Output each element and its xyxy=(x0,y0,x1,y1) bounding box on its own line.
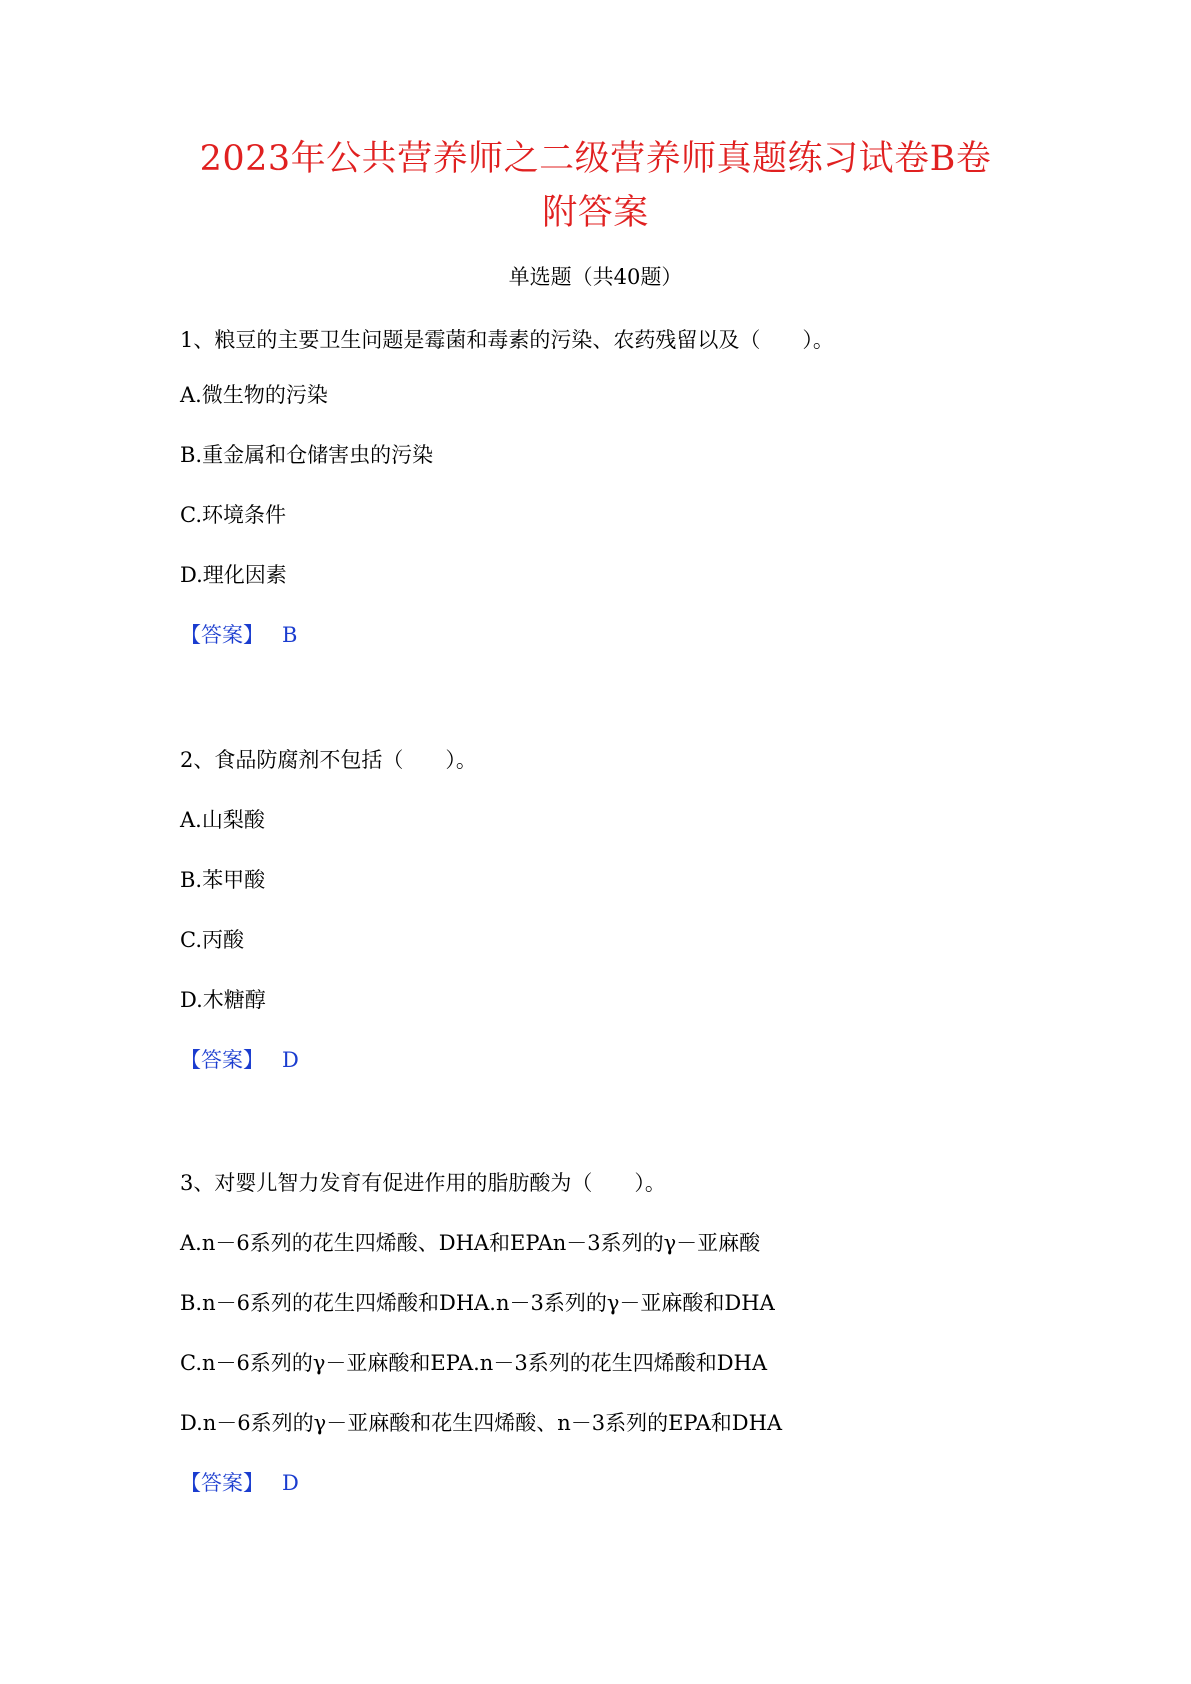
question-1-answer xyxy=(180,620,297,650)
question-3-option-b: B.n－6系列的花生四烯酸和DHA.n－3系列的γ－亚麻酸和DHA xyxy=(180,1291,775,1315)
question-3-option-a: A.n－6系列的花生四烯酸、DHA和EPAn－3系列的γ－亚麻酸 xyxy=(180,1231,761,1255)
question-2-answer xyxy=(180,1045,299,1075)
answer-label: 【答案】 xyxy=(180,1471,264,1495)
question-2-stem: 2、食品防腐剂不包括（ ）。 xyxy=(180,748,477,772)
title-line-1: 2023年公共营养师之二级营养师真题练习试卷B卷 xyxy=(199,139,992,179)
question-2-option-c: C.丙酸 xyxy=(180,928,244,952)
answer-value: B xyxy=(282,623,298,647)
section-heading: 单选题（共40题） xyxy=(508,265,683,289)
question-1-stem: 1、粮豆的主要卫生问题是霉菌和毒素的污染、农药残留以及（ ）。 xyxy=(180,328,834,352)
question-3-option-d: D.n－6系列的γ－亚麻酸和花生四烯酸、n－3系列的EPA和DHA xyxy=(180,1411,783,1435)
title-line-2: 附答案 xyxy=(542,193,649,233)
question-1-option-b: B.重金属和仓储害虫的污染 xyxy=(180,443,434,467)
answer-label: 【答案】 xyxy=(180,623,264,647)
answer-label: 【答案】 xyxy=(180,1048,264,1072)
document-title xyxy=(120,132,1071,240)
question-1-option-c: C.环境条件 xyxy=(180,503,286,527)
question-1-option-a: A.微生物的污染 xyxy=(180,383,328,407)
question-1-option-d: D.理化因素 xyxy=(180,563,287,587)
question-3-answer xyxy=(180,1468,299,1498)
question-2-option-b: B.苯甲酸 xyxy=(180,868,266,892)
answer-value: D xyxy=(282,1471,299,1495)
question-2-option-a: A.山梨酸 xyxy=(180,808,265,832)
question-2-option-d: D.木糖醇 xyxy=(180,988,266,1012)
question-3-option-c: C.n－6系列的γ－亚麻酸和EPA.n－3系列的花生四烯酸和DHA xyxy=(180,1351,768,1375)
answer-value: D xyxy=(282,1048,299,1072)
question-3-stem: 3、对婴儿智力发育有促进作用的脂肪酸为（ ）。 xyxy=(180,1171,666,1195)
